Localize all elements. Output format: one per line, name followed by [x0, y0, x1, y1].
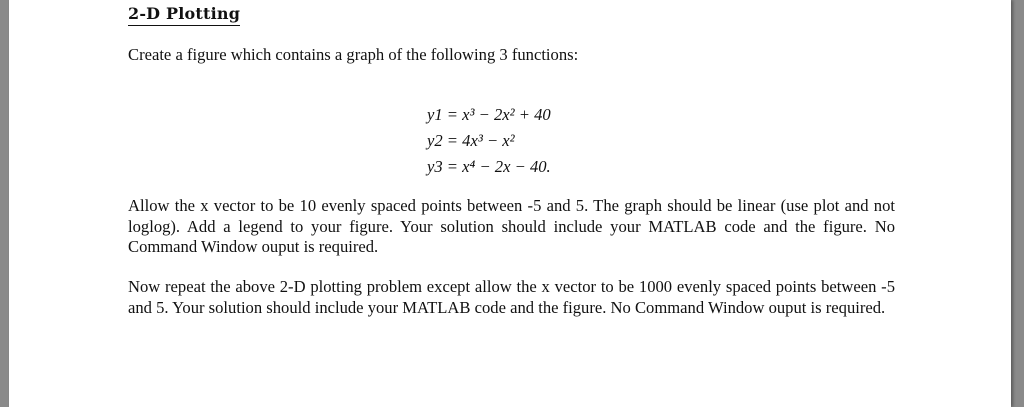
- repeat-paragraph: Now repeat the above 2-D plotting problem except allow the x vector to be 1000 evenly spaced points between -5 and 5. Your solution should include your MATLAB code and the figure. No Command Window ouput is required.: [128, 277, 895, 317]
- equation-block: [427, 102, 551, 180]
- instructions-paragraph: Allow the x vector to be 10 evenly spaced points between -5 and 5. The graph should be linear (use plot and not loglog). Add a legend to your figure. Your solution should include your MATLAB code and the figure. No Command Window ouput is required.: [128, 196, 895, 256]
- equation-y1: y1 = x³ − 2x² + 40: [427, 105, 551, 124]
- equation-y2: y2 = 4x³ − x²: [427, 131, 515, 150]
- section-heading: 2-D Plotting: [128, 4, 240, 26]
- intro-paragraph: Create a figure which contains a graph of the following 3 functions:: [128, 45, 579, 64]
- document-page: [9, 0, 1011, 407]
- equation-y3: y3 = x⁴ − 2x − 40.: [427, 157, 551, 176]
